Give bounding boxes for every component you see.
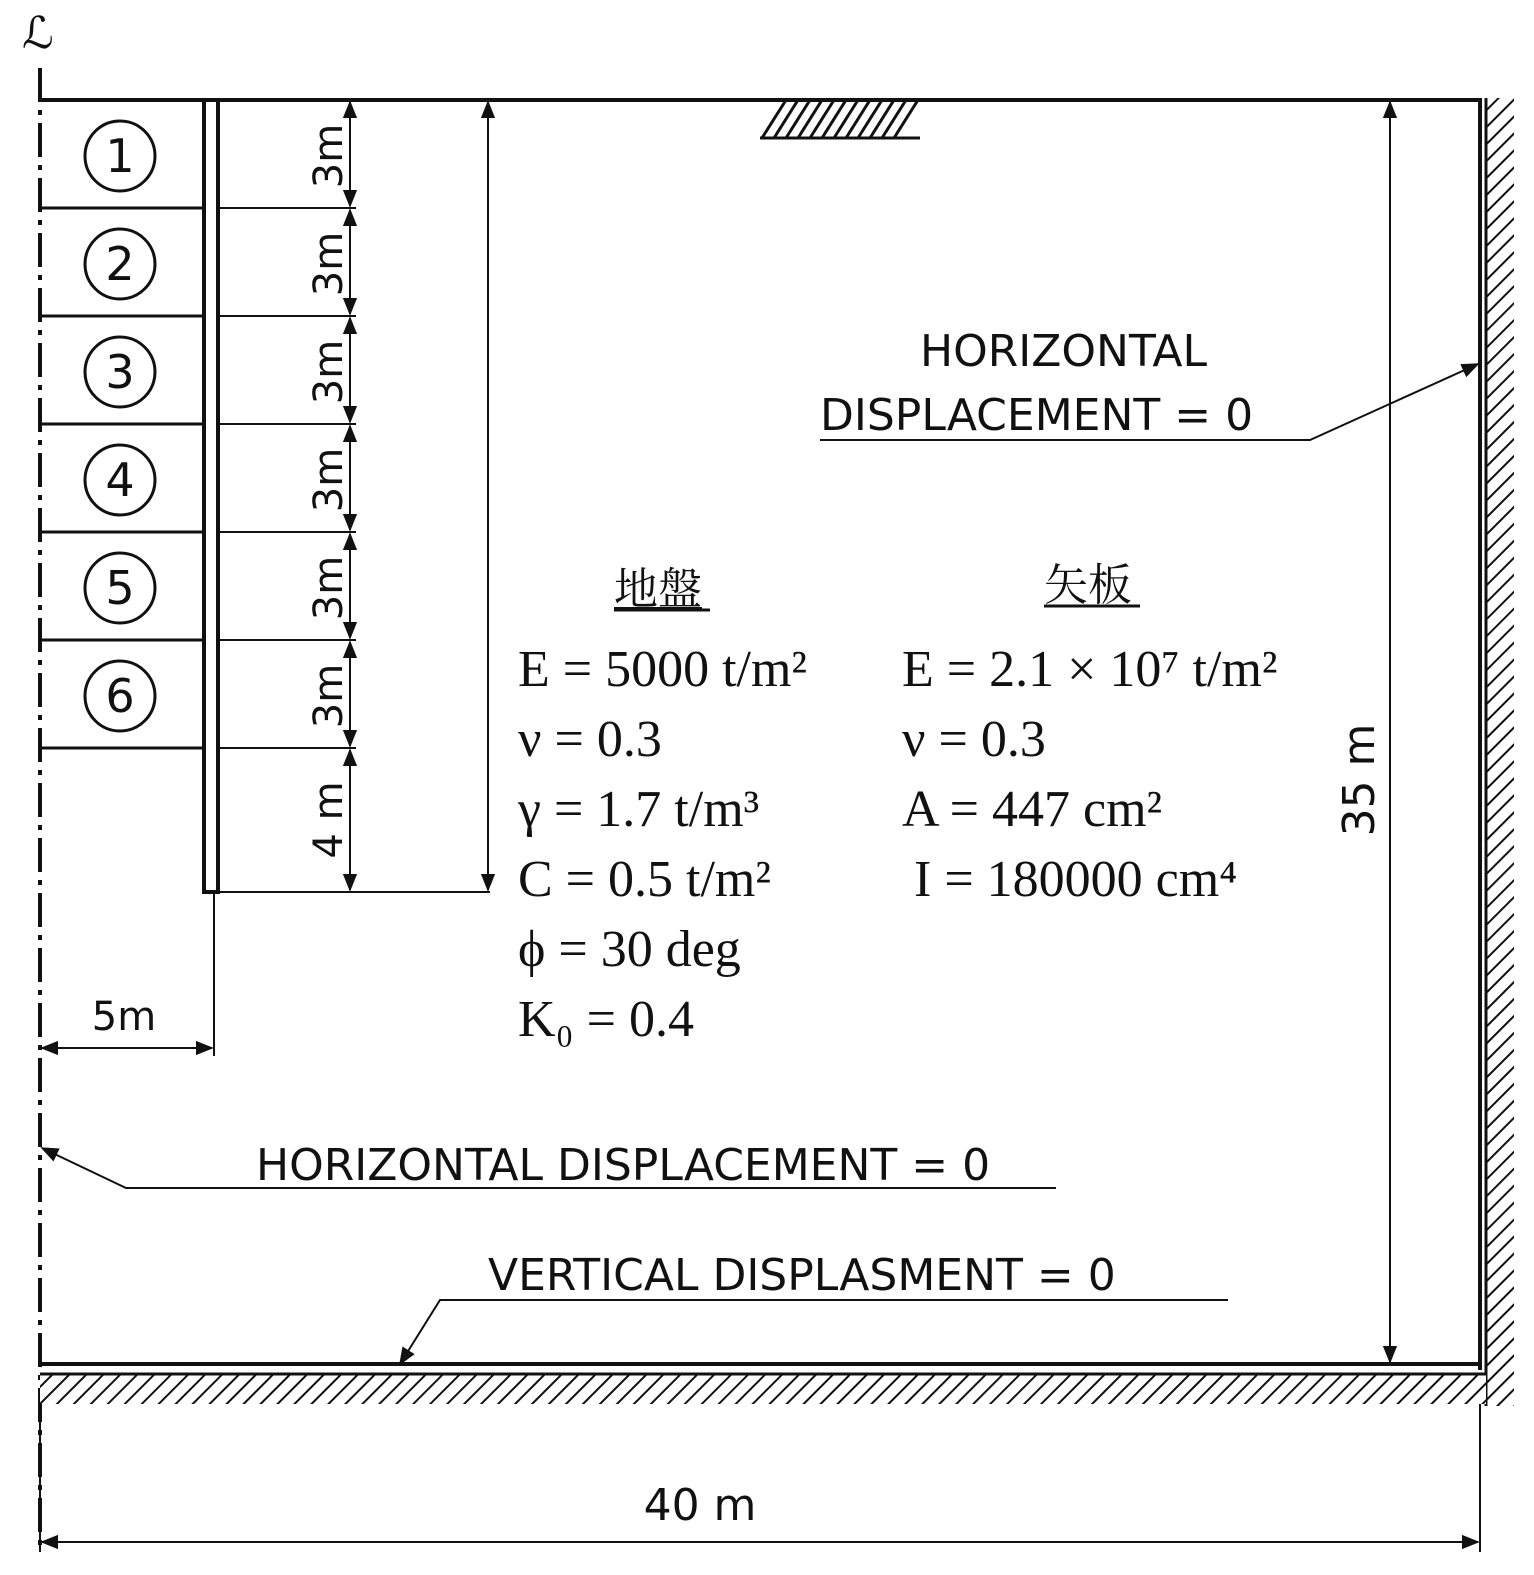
step-number-5: 5 <box>105 561 135 615</box>
bottom-bc-label: VERTICAL DISPLASMENT = 0 <box>488 1250 1116 1301</box>
ground-K0: K₀ = 0.4 <box>518 991 695 1048</box>
sheet-pile-A: A = 447 cm² <box>902 781 1163 838</box>
height-label: 35 m <box>1334 723 1385 837</box>
ground-E: E = 5000 t/m² <box>518 641 808 698</box>
layer-lines <box>218 208 490 892</box>
left-bc-label: HORIZONTAL DISPLACEMENT = 0 <box>256 1140 991 1191</box>
sheet-pile-E: E = 2.1 × 10⁷ t/m² <box>902 641 1278 698</box>
ground-phi: ϕ = 30 deg <box>518 921 741 978</box>
layer-depth-label-3: 3m <box>306 339 352 405</box>
model-width-label: 40 m <box>643 1480 757 1531</box>
ground-nu: ν = 0.3 <box>518 711 662 768</box>
ground-gamma: γ = 1.7 t/m³ <box>518 781 760 838</box>
ground-C: C = 0.5 t/m² <box>518 851 771 908</box>
step-number-6: 6 <box>105 669 135 723</box>
step-number-4: 4 <box>105 453 135 507</box>
ground-surface-hatch-symbol <box>760 100 920 138</box>
sheet-pile-wall <box>204 100 218 892</box>
sheet-pile-I: I = 180000 cm⁴ <box>914 851 1238 908</box>
step-number-3: 3 <box>105 345 135 399</box>
ground-heading: 地盤 <box>614 565 702 614</box>
bottom-bc-leader <box>400 1300 1228 1364</box>
step-number-1: 1 <box>105 129 135 183</box>
right-bc-label-line1: HORIZONTAL <box>920 326 1208 377</box>
right-bc-label-line2: DISPLACEMENT = 0 <box>820 390 1254 441</box>
sheet-pile-nu: ν = 0.3 <box>902 711 1046 768</box>
layer-depth-label-7: 4 m <box>306 781 352 859</box>
width-label: 5m <box>91 994 157 1040</box>
layer-depth-label-2: 3m <box>306 231 352 297</box>
sheet-pile-heading: 矢板 <box>1044 561 1132 610</box>
layer-depth-label-6: 3m <box>306 663 352 729</box>
right-boundary-hatch <box>1486 98 1514 1406</box>
layer-depth-label-1: 3m <box>306 123 352 189</box>
step-number-2: 2 <box>105 237 135 291</box>
bottom-boundary-hatch <box>40 1374 1486 1404</box>
layer-depth-label-4: 3m <box>306 447 352 513</box>
layer-depth-label-5: 3m <box>306 555 352 621</box>
centerline-symbol: ℒ <box>22 8 54 59</box>
